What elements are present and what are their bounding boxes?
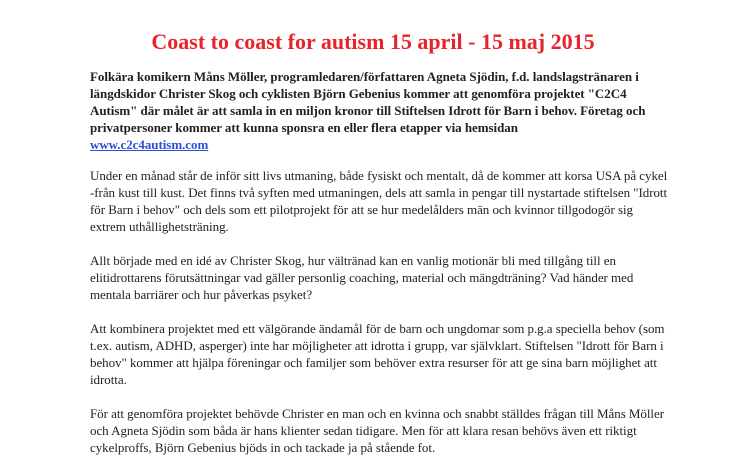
website-link[interactable]: www.c2c4autism.com bbox=[90, 137, 209, 152]
intro-paragraph bbox=[90, 68, 670, 153]
body-paragraph-1: Under en månad står de inför sitt livs utmaning, både fysiskt och mentalt, då de kommer att korsa USA på cykel -från kust till kust. Det finns två syften med utmaningen, dels att samla in pengar till nystartade stiftelsen "Idrott för Barn i behov" och dels som ett pilotprojekt för att se hur medelålders män och kvinnor tillgodogör sig extrem uthållighetsträning. bbox=[90, 168, 668, 234]
body-paragraph-2: Allt började med en idé av Christer Skog, hur vältränad kan en vanlig motionär bli med tillgång till en elitidrottarens förutsättningar vad gäller personlig coaching, material och mängdträning? Vad händer med mentala barriärer och hur påverkas psyket? bbox=[90, 253, 634, 302]
document-title: Coast to coast for autism 15 april - 15 maj 2015 bbox=[151, 29, 595, 54]
body-paragraph-4: För att genomföra projektet behövde Christer en man och en kvinna och snabbt ställdes frågan till Måns Möller och Agneta Sjödin som båda är hans klienter sedan tidigare. Men för att klara resan behövs även ett riktigt cykelproffs, Björn Gebenius bjöds in och tackade ja på stående fot. bbox=[90, 406, 664, 455]
body-paragraph-3: Att kombinera projektet med ett välgörande ändamål för de barn och ungdomar som p.g.a speciella behov (som t.ex. autism, ADHD, asperger) inte har möjligheter att idrotta i grupp, var självklart. Stiftelsen "Idrott för Barn i behov" kommer att hjälpa föreningar och familjer som behöver extra resurser för att ge sina barn möjlighet att idrotta. bbox=[90, 321, 665, 387]
document-body bbox=[90, 68, 670, 473]
intro-text: Folkära komikern Måns Möller, programledaren/författaren Agneta Sjödin, f.d. landslagstränaren i längdskidor Christer Skog och cyklisten Björn Gebenius kommer att genomföra projektet "C2C4 Autism" där målet är att samla in en miljon kronor till Stiftelsen Idrott för Barn i behov. Företag och privatpersoner kommer att kunna sponsra en eller flera etapper via hemsidan bbox=[90, 69, 646, 135]
